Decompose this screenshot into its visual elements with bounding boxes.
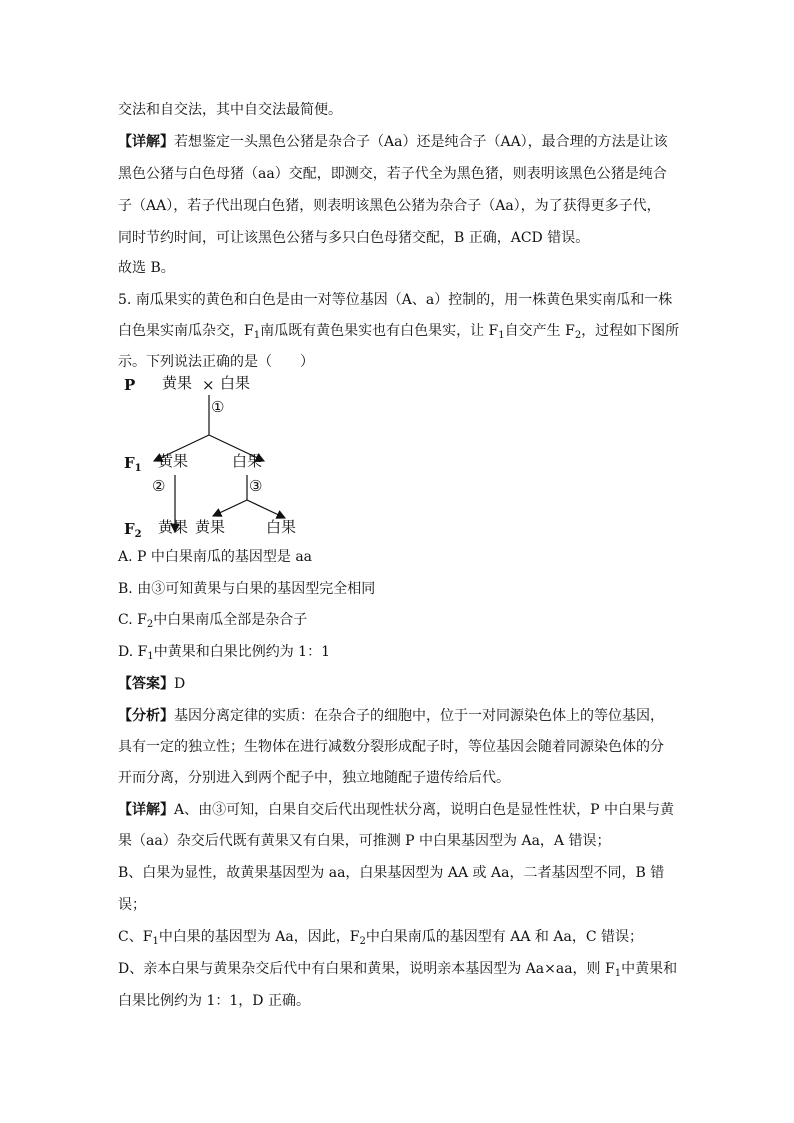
text-line: 故选 B。 — [118, 260, 175, 276]
detail-line: 白果比例约为 1：1，D 正确。 — [118, 993, 310, 1009]
detail-tag: 【详解】 — [118, 802, 174, 818]
f1-white: 白果 — [232, 452, 263, 470]
option-a: A. P 中白果南瓜的基因型是 aa — [118, 549, 313, 565]
f2-yellow-1: 黄果 — [158, 518, 189, 536]
step-1: ① — [211, 398, 225, 416]
p-white: 白果 — [220, 374, 251, 392]
detail-line: 误； — [118, 897, 146, 913]
arrow-to-f2-yellow-2 — [213, 500, 247, 516]
question-5-line: 白色果实南瓜杂交，$F_1$南瓜既有黄色果实也有白色果实，让 $F_1$自交产生 $F_2$，过程如下图所 — [118, 323, 680, 341]
f2-white: 白果 — [266, 518, 297, 536]
cross-symbol: × — [202, 376, 215, 394]
detail-line: C、$F_1$中白果的基因型为 Aa，因此，$F_2$中白果南瓜的基因型有 AA 和 Aa，C 错误； — [118, 929, 644, 947]
analysis-line: 【分析】基因分离定律的实质：在杂合子的细胞中，位于一对同源染色体上的等位基因， — [118, 708, 664, 724]
f1-yellow: 黄果 — [158, 452, 189, 470]
answer-line — [118, 674, 185, 694]
question-5-line: 5. 南瓜果实的黄色和白色是由一对等位基因（A、a）控制的，用一株黄色果实南瓜和一株 — [118, 292, 673, 308]
analysis-line: 具有一定的独立性；生物体在进行减数分裂形成配子时，等位基因会随着同源染色体的分 — [118, 739, 664, 755]
option-b: B. 由③可知黄果与白果的基因型完全相同 — [118, 581, 376, 597]
p-yellow: 黄果 — [162, 374, 193, 392]
genetic-cross-diagram — [118, 374, 418, 544]
arrow-to-f2-white — [247, 500, 285, 518]
f2-label: $F_2$ — [124, 520, 142, 540]
text-line: 同时节约时间，可让该黑色公猪与多只白色母猪交配，B 正确，ACD 错误。 — [118, 230, 590, 246]
answer-value: D — [174, 676, 186, 692]
detail-line: D、亲本白果与黄果杂交后代中有白果和黄果，说明亲本基因型为 Aa×aa，则 $F_1$中黄果和 — [118, 961, 678, 979]
p-label: P — [124, 376, 136, 394]
option-d: D. $F_1$中黄果和白果比例约为 1：1 — [118, 644, 330, 662]
detail-tag: 【详解】 — [118, 134, 174, 150]
step-3: ③ — [249, 477, 263, 495]
f2-yellow-2: 黄果 — [195, 518, 226, 536]
f1-label: $F_1$ — [124, 454, 142, 474]
text-line: 交法和自交法，其中自交法最简便。 — [118, 102, 342, 118]
option-c: C. $F_2$中白果南瓜全部是杂合子 — [118, 612, 308, 630]
answer-tag: 【答案】 — [118, 676, 174, 692]
analysis-line: 开而分离，分别进入到两个配子中，独立地随配子遗传给后代。 — [118, 770, 510, 786]
text-line: 子（AA），若子代出现白色猪，则表明该黑色公猪为杂合子（Aa），为了获得更多子代， — [118, 198, 661, 214]
analysis-tag: 【分析】 — [118, 708, 174, 724]
detail-line: 【详解】A、由③可知，白果自交后代出现性状分离，说明白色是显性性状，P 中白果与黄 — [118, 802, 674, 818]
detail-line: B、白果为显性，故黄果基因型为 aa，白果基因型为 AA 或 Aa，二者基因型不同，B 错 — [118, 865, 665, 881]
text-line: 【详解】若想鉴定一头黑色公猪是杂合子（Aa）还是纯合子（AA），最合理的方法是让该 — [118, 134, 668, 150]
step-2: ② — [152, 477, 166, 495]
question-5-line: 示。下列说法正确的是（ ） — [118, 354, 314, 370]
text-line: 黑色公猪与白色母猪（aa）交配，即测交，若子代全为黑色猪，则表明该黑色公猪是纯合 — [118, 166, 667, 182]
detail-line: 果（aa）杂交后代既有黄果又有白果，可推测 P 中白果基因型为 Aa，A 错误； — [118, 833, 611, 849]
